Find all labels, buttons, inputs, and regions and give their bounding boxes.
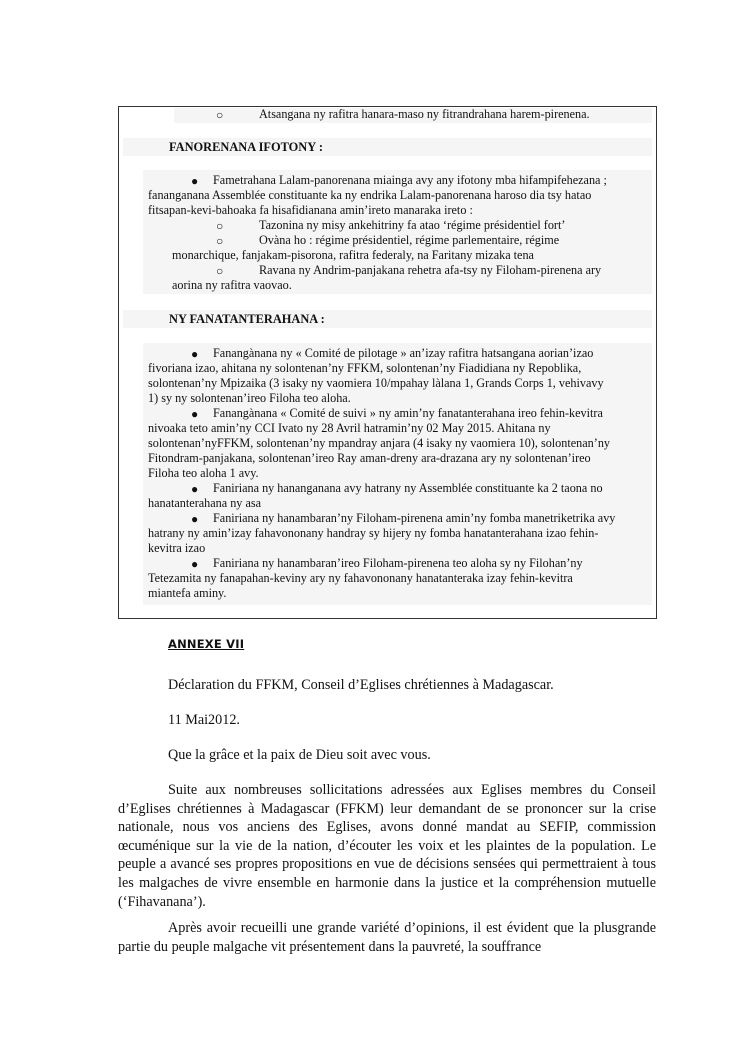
circle-bullet-icon: ○ xyxy=(216,219,224,233)
greeting-line: Que la grâce et la paix de Dieu soit avec vous. xyxy=(168,747,431,763)
s2-bullet-line: 1) sy ny solontenan’ireo Filoha teo aloha. xyxy=(148,391,351,405)
s1-bullet-line: fananganana Assemblée constituante ka ny endrika Lalam-panorenana haroso dia tsy hatao xyxy=(148,188,592,202)
bullet-dot-icon: ● xyxy=(191,557,199,571)
bullet-dot-icon: ● xyxy=(191,347,199,361)
s2-bullet-line: hanatanterahana ny asa xyxy=(148,496,262,510)
bullet-dot-icon: ● xyxy=(191,512,199,526)
framed-text-box xyxy=(118,106,657,619)
declaration-heading: Déclaration du FFKM, Conseil d’Eglises chrétiennes à Madagascar. xyxy=(168,677,554,693)
s2-bullet-line: nivoaka teto amin’ny CCI Ivato ny 28 Avril hatramin’ny 02 May 2015. Ahitana ny xyxy=(148,421,551,435)
s1-bullet-line: Fametrahana Lalam-panorenana miainga avy any ifotony mba hifampifehezana ; xyxy=(213,173,607,187)
s2-bullet-line: solontenan’nyFFKM, solontenan’ny mpandray anjara (4 isaky ny vaomiera 10), solontenan’ny xyxy=(148,436,611,450)
s2-bullet-line: Fanangànana « Comité de suivi » ny amin’ny fanatanterahana ireo fehin-kevitra xyxy=(213,406,603,420)
circle-bullet-icon: ○ xyxy=(216,264,224,278)
declaration-date: 11 Mai2012. xyxy=(168,712,240,728)
body-paragraph: Après avoir recueilli une grande variété d’opinions, il est évident que la plusgrande partie du peuple malgache vit présentement dans la pauvreté, la souffrance xyxy=(118,920,656,955)
s1-sub-line: monarchique, fanjakam-pisorona, rafitra federaly, na Faritany mizaka tena xyxy=(172,248,534,262)
body-paragraph: Suite aux nombreuses sollicitations adressées aux Eglises membres du Conseil d’Eglises chrétiennes à Madagascar (FFKM) leur demandant de se prononcer sur la crise nationale, nous vos anciens des Eglises, avons donné mandat au SEFIP, commission œcuménique sur la vie de la nation, d’écouter les voix et les plaintes de la population. Le peuple a avancé ses propres propositions en vue de décisions sensées qui permettraient à tous les malgaches de vivre ensemble en harmonie dans la justice et la compréhension mutuelle (‘Fihavanana’). xyxy=(118,782,656,910)
s1-sub-line: Ovàna ho : régime présidentiel, régime parlementaire, régime xyxy=(259,233,560,247)
s2-bullet-line: Faniriana ny hananganana avy hatrany ny Assemblée constituante ka 2 taona no xyxy=(213,481,603,495)
s2-bullet-line: Fitondram-panjakana, solontenan’ireo Ray aman-dreny ara-drazana ary ny solontenan’ireo xyxy=(148,451,591,465)
s2-bullet-line: kevitra izao xyxy=(148,541,206,555)
s2-bullet-line: Faniriana ny hanambaran’ireo Filoham-pirenena teo aloha sy ny Filohan’ny xyxy=(213,556,583,570)
s2-bullet-line: Faniriana ny hanambaran’ny Filoham-pirenena amin’ny fomba manetriketrika avy xyxy=(213,511,616,525)
bullet-dot-icon: ● xyxy=(191,407,199,421)
bullet-dot-icon: ● xyxy=(191,174,199,188)
circle-bullet-icon: ○ xyxy=(216,234,224,248)
circle-bullet-icon: ○ xyxy=(216,108,224,122)
top-item-text: Atsangana ny rafitra hanara-maso ny fitrandrahana harem-pirenena. xyxy=(259,107,590,121)
s1-bullet-line: fitsapan-kevi-bahoaka fa hisafidianana amin’ireto manaraka ireto : xyxy=(148,203,473,217)
s2-bullet-line: solontenan’ny Mpizaika (3 isaky ny vaomiera 10/mpahay làlana 1, Grands Corps 1, vehivavy xyxy=(148,376,604,390)
bullet-dot-icon: ● xyxy=(191,482,199,496)
section-heading-fanatanterahana: NY FANATANTERAHANA : xyxy=(169,312,325,326)
s1-sub-line: aorina ny rafitra vaovao. xyxy=(172,278,292,292)
s2-bullet-line: miantefa aminy. xyxy=(148,586,227,600)
s1-sub-line: Tazonina ny misy ankehitriny fa atao ‘régime présidentiel fort’ xyxy=(259,218,566,232)
s2-bullet-line: Fanangànana ny « Comité de pilotage » an’izay rafitra hatsangana aorian’izao xyxy=(213,346,594,360)
s2-bullet-line: hatrany ny amin’izay fahavononany handray sy hijery ny fomba hanatanterahana izao fehin- xyxy=(148,526,599,540)
s2-bullet-line: Filoha teo aloha 1 avy. xyxy=(148,466,259,480)
annex-title: ANNEXE VII xyxy=(168,637,245,651)
s2-bullet-line: fivoriana izao, ahitana ny solontenan’ny FFKM, solontenan’ny Fiadidiana ny Repoblika, xyxy=(148,361,582,375)
section-heading-fanorenana: FANORENANA IFOTONY : xyxy=(169,140,323,154)
s2-bullet-line: Tetezamita ny fanapahan-keviny ary ny fahavononany hanatanteraka izay fehin-kevitra xyxy=(148,571,573,585)
s1-sub-line: Ravana ny Andrim-panjakana rehetra afa-tsy ny Filoham-pirenena ary xyxy=(259,263,602,277)
